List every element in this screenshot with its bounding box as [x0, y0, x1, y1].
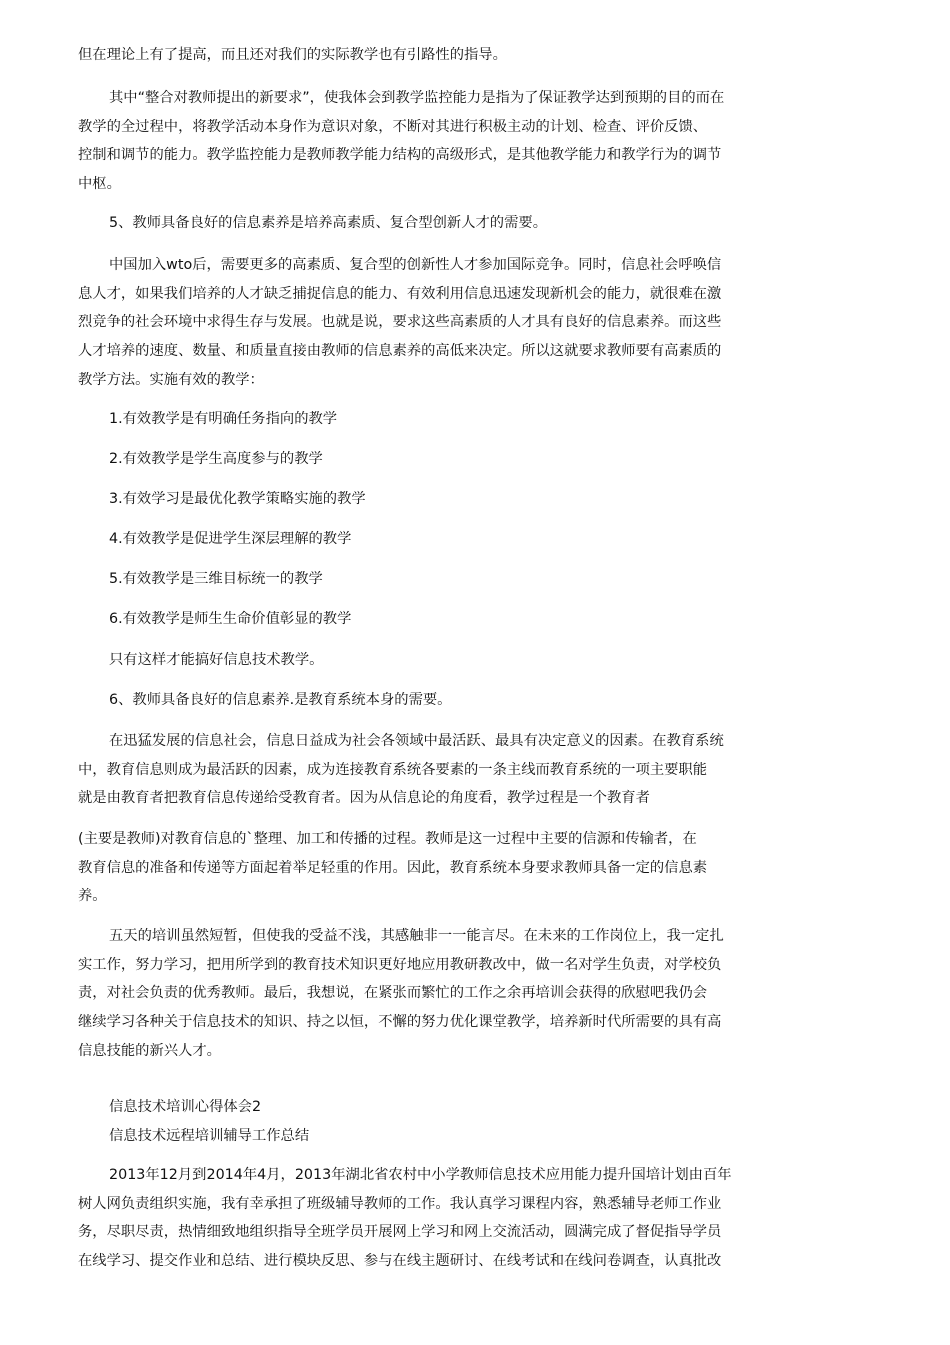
paragraph [78, 84, 778, 199]
paragraph [78, 686, 778, 715]
list-item [78, 605, 778, 634]
section-subtitle: 信息技术远程培训辅导工作总结 [109, 1128, 310, 1144]
text-line: 就是由教育者把教育信息传递给受教育者。因为从信息论的角度看，教学过程是一个教育者 [78, 790, 650, 807]
text-line: 3.有效学习是最优化教学策略实施的教学 [109, 491, 366, 507]
paragraph [78, 251, 778, 395]
paragraph [78, 646, 778, 675]
list-item [78, 485, 778, 514]
paragraph [78, 209, 778, 238]
text-line: 但在理论上有了提高，而且还对我们的实际教学也有引路性的指导。 [78, 47, 507, 63]
text-line: 继续学习各种关于信息技术的知识、持之以恒，不懈的努力优化课堂教学，培养新时代所需要的具有高 [78, 1014, 722, 1031]
text-line: 五天的培训虽然短暂，但使我的受益不浅，其感触非一一能言尽。在未来的工作岗位上，我一定扎 [109, 928, 724, 944]
text-line: 控制和调节的能力。教学监控能力是教师教学能力结构的高级形式，是其他教学能力和教学行为的调节 [78, 147, 722, 164]
text-line: 2.有效教学是学生高度参与的教学 [109, 451, 323, 467]
text-line: 养。 [78, 888, 107, 905]
text-line: 2013年12月到2014年4月，2013年湖北省农村中小学教师信息技术应用能力提升国培计划由百年 [109, 1167, 732, 1183]
text-line: 在迅猛发展的信息社会，信息日益成为社会各领域中最活跃、最具有决定意义的因素。在教育系统 [109, 733, 724, 749]
text-line: 5.有效教学是三维目标统一的教学 [109, 571, 323, 587]
text-line: 树人网负责组织实施，我有幸承担了班级辅导教师的工作。我认真学习课程内容，熟悉辅导老师工作业 [78, 1195, 722, 1212]
paragraph [78, 41, 778, 70]
text-line: 1.有效教学是有明确任务指向的教学 [109, 411, 338, 427]
text-line: 教育信息的准备和传递等方面起着举足轻重的作用。因此，教育系统本身要求教师具备一定的信息素 [78, 859, 708, 876]
list-item [78, 445, 778, 474]
list-item [78, 405, 778, 434]
text-line: 4.有效教学是促进学生深层理解的教学 [109, 531, 352, 547]
text-line: 息人才，如果我们培养的人才缺乏捕捉信息的能力、有效利用信息迅速发现新机会的能力，就很难在激 [78, 285, 722, 302]
text-line: 5、教师具备良好的信息素养是培养高素质、复合型创新人才的需要。 [109, 215, 547, 231]
text-line: 中国加入wto后，需要更多的高素质、复合型的创新性人才参加国际竞争。同时，信息社会呼唤信 [109, 257, 722, 273]
text-line: 教学方法。实施有效的教学： [78, 371, 264, 388]
text-line: 在线学习、提交作业和总结、进行模块反思、参与在线主题研讨、在线考试和在线问卷调查，认真批改 [78, 1253, 722, 1270]
text-line: 中，教育信息则成为最活跃的因素，成为连接教育系统各要素的一条主线而教育系统的一项主要职能 [78, 761, 708, 778]
text-line: 实工作，努力学习，把用所学到的教育技术知识更好地应用教研教改中，做一名对学生负责，对学校负 [78, 956, 722, 973]
text-line: 烈竞争的社会环境中求得生存与发展。也就是说，要求这些高素质的人才具有良好的信息素养。而这些 [78, 314, 722, 331]
text-line: 6、教师具备良好的信息素养.是教育系统本身的需要。 [109, 692, 452, 708]
paragraph [78, 922, 778, 1066]
paragraph [78, 1161, 778, 1276]
text-line: 教学的全过程中，将教学活动本身作为意识对象，不断对其进行积极主动的计划、检查、评价反馈、 [78, 118, 708, 135]
text-line: 中枢。 [78, 176, 121, 193]
text-line: 务，尽职尽责，热情细致地组织指导全班学员开展网上学习和网上交流活动，圆满完成了督促指导学员 [78, 1224, 722, 1241]
paragraph [78, 727, 778, 813]
text-line: 只有这样才能搞好信息技术教学。 [109, 652, 324, 668]
section-title: 信息技术培训心得体会2 [109, 1099, 262, 1115]
list-item [78, 525, 778, 554]
list-item [78, 565, 778, 594]
text-line: 6.有效教学是师生生命价值彰显的教学 [109, 611, 352, 627]
text-line: 人才培养的速度、数量、和质量直接由教师的信息素养的高低来决定。所以这就要求教师要有高素质的 [78, 343, 722, 360]
text-line: 信息技能的新兴人才。 [78, 1042, 221, 1059]
text-line: (主要是教师)对教育信息的`整理、加工和传播的过程。教师是这一过程中主要的信源和传输者，在 [78, 831, 697, 847]
text-line: 责，对社会负责的优秀教师。最后，我想说，在紧张而繁忙的工作之余再培训会获得的欣慰吧我仍会 [78, 985, 708, 1002]
text-line: 其中“整合对教师提出的新要求”，使我体会到教学监控能力是指为了保证教学达到预期的目的而在 [109, 90, 725, 106]
paragraph [78, 825, 778, 911]
